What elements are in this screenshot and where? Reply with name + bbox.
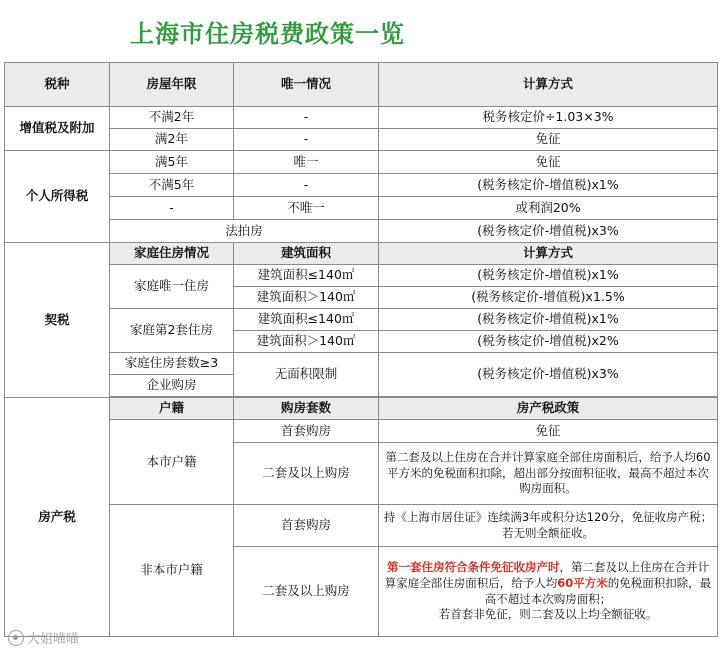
tax-policy-table [4,62,718,637]
cell-unique: 唯一 [234,151,379,174]
header-family: 家庭住房情况 [110,243,234,265]
cell-area: 建筑面积＞140㎡ [234,287,379,309]
cell-family: 家庭第2套住房 [110,309,234,353]
header-area: 建筑面积 [234,243,379,265]
policy-highlight: 第一套住房符合条件免征收房产时 [387,560,560,575]
table-row [5,129,718,151]
header-years: 房屋年限 [110,63,234,107]
header-hukou: 户籍 [110,398,234,420]
cell-unique: - [234,174,379,197]
cell-calc: (税务核定价-增值税)x3% [379,220,718,243]
cell-calc: 税务核定价÷1.03×3% [379,107,718,129]
cell-calc: 或利润20% [379,197,718,220]
table-row [5,107,718,129]
cell-area: 无面积限制 [234,353,379,397]
table-row [5,265,718,287]
cell-auction: 法拍房 [110,220,379,243]
cell-policy-nonlocal-second [379,547,718,637]
cell-area: 建筑面积≤140㎡ [234,265,379,287]
property-header-row [5,398,718,420]
cell-policy: 持《上海市居住证》连续满3年或积分达120分，免征收房产税；若无则全额征收。 [379,505,718,547]
cell-calc: (税务核定价-增值税)x1% [379,265,718,287]
policy-text: ，第二套及以上住房在合并计算家庭全部住房面积后，给予人均 [384,560,709,590]
cell-count: 首套购房 [234,505,379,547]
cell-count: 二套及以上购房 [234,547,379,637]
cell-family: 家庭住房套数≥3 [110,353,234,375]
cell-years: 满5年 [110,151,234,174]
cell-calc: (税务核定价-增值税)x2% [379,331,718,353]
tax-name-deed: 契税 [5,243,110,398]
policy-text: 的免税面积扣除，最高不超过本次购房面积； [484,575,712,606]
cell-unique: - [234,107,379,129]
cell-hukou-local: 本市户籍 [110,420,234,505]
cell-unique: 不唯一 [234,197,379,220]
cell-years: 满2年 [110,129,234,151]
cell-calc: (税务核定价-增值税)x1% [379,174,718,197]
cell-calc: (税务核定价-增值税)x3% [379,353,718,397]
table-row [5,197,718,220]
header-tax: 税种 [5,63,110,107]
table-row [5,353,718,375]
watermark [8,628,79,647]
header-policy: 房产税政策 [379,398,718,420]
cell-calc: (税务核定价-增值税)x1.5% [379,287,718,309]
cell-unique: - [234,129,379,151]
deed-header-row [5,243,718,265]
table-row [5,151,718,174]
cell-family: 企业购房 [110,375,234,397]
cell-calc: (税务核定价-增值税)x1% [379,309,718,331]
cell-policy: 免征 [379,420,718,443]
cell-calc: 免征 [379,129,718,151]
cell-count: 二套及以上购房 [234,443,379,505]
watermark-text: 大姐喵喵 [27,632,80,647]
page-title: 上海市住房税费政策一览 [130,20,405,48]
tax-name-property: 房产税 [5,398,110,637]
table-row [5,174,718,197]
cell-years: - [110,197,234,220]
cell-area: 建筑面积＞140㎡ [234,331,379,353]
table-row [5,420,718,443]
cell-hukou-nonlocal: 非本市户籍 [110,505,234,637]
cell-policy: 第二套及以上住房在合并计算家庭全部住房面积后，给予人均60平方米的免税面积扣除，超出部分按面积征收，最高不超过本次购房面积。 [379,443,718,505]
watermark-logo-icon [8,630,24,646]
cell-family: 家庭唯一住房 [110,265,234,309]
table-row [5,220,718,243]
title-bar [0,0,721,60]
cell-count: 首套购房 [234,420,379,443]
header-calc: 计算方式 [379,63,718,107]
cell-years: 不满2年 [110,107,234,129]
cell-years: 不满5年 [110,174,234,197]
header-unique: 唯一情况 [234,63,379,107]
header-calc: 计算方式 [379,243,718,265]
tax-name-vat: 增值税及附加 [5,107,110,151]
table-row [5,309,718,331]
table-header-row [5,63,718,107]
tax-name-pit: 个人所得税 [5,151,110,243]
cell-area: 建筑面积≤140㎡ [234,309,379,331]
policy-text: 若首套非免征，则二套及以上均全额征收。 [438,607,658,622]
cell-calc: 免征 [379,151,718,174]
header-count: 购房套数 [234,398,379,420]
table-row [5,505,718,547]
policy-highlight: 60平方米 [557,575,608,590]
